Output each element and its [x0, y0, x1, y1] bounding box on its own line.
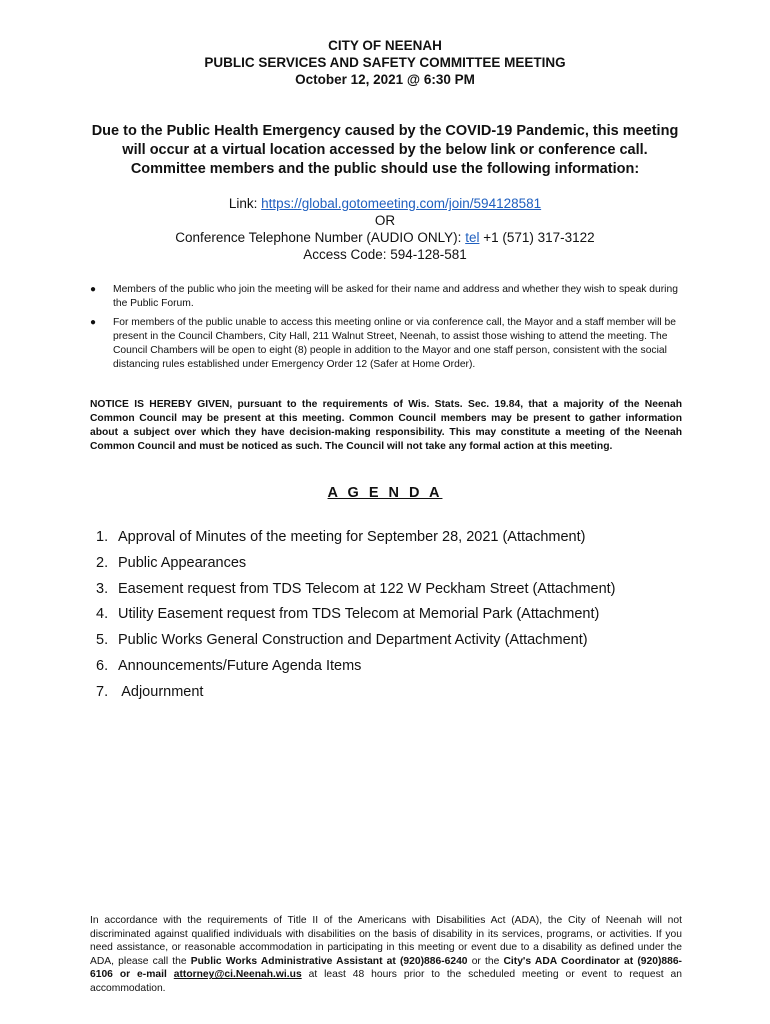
agenda-item: 3. Easement request from TDS Telecom at 122 W Peckham Street (Attachment) — [96, 580, 616, 597]
ada-notice: In accordance with the requirements of Title II of the Americans with Disabilities Act (ADA), the City of Neenah will not discriminated against qualified individuals with disabilities on the basis of disability in its services, programs, or activities. If you need assistance, or reasonable accommodation in participating in this meeting or event due to a disability as defined under the ADA, please call the Public Works Administrative Assistant at (920)886-6240 or the City's ADA Coordinator at (920)886-6106 or e-mail attorney@ci.Neenah.wi.us at least 48 hours prior to the scheduled meeting or event to request an accommodation. — [90, 915, 682, 994]
city-title: CITY OF NEENAH — [328, 38, 442, 53]
public-info-list — [90, 283, 684, 377]
bullet-icon: ● — [90, 284, 97, 295]
tel-link[interactable]: tel — [465, 230, 480, 245]
agenda-list — [96, 527, 716, 708]
emergency-notice: Due to the Public Health Emergency caused by the COVID-19 Pandemic, this meeting will occur at a virtual location accessed by the below link or conference call. Committee members and the public should use the following information: — [91, 123, 679, 177]
access-info — [0, 195, 770, 263]
or-label: OR — [374, 213, 396, 228]
agenda-item: 7. Adjournment — [96, 683, 204, 700]
agenda-item: 4. Utility Easement request from TDS Telecom at Memorial Park (Attachment) — [96, 606, 600, 623]
agenda-item: 6. Announcements/Future Agenda Items — [96, 657, 362, 674]
link-label: Link: — [228, 196, 258, 211]
phone-number: +1 (571) 317-3122 — [483, 230, 595, 245]
access-code: Access Code: 594-128-581 — [303, 247, 467, 262]
meeting-title: PUBLIC SERVICES AND SAFETY COMMITTEE MEETING — [204, 55, 566, 70]
agenda-item: 2. Public Appearances — [96, 554, 247, 571]
meeting-datetime: October 12, 2021 @ 6:30 PM — [295, 72, 475, 87]
legal-notice: NOTICE IS HEREBY GIVEN, pursuant to the requirements of Wis. Stats. Sec. 19.84, that a majority of the Neenah Common Council may be present at this meeting. Common Council members may be present to gather information about a subject over which they have decision-making responsibility. This may constitute a meeting of the Neenah Common Council and must be noticed as such. The Council will not take any formal action at this meeting. — [90, 399, 682, 452]
agenda-title: A G E N D A — [327, 485, 443, 501]
meeting-link[interactable]: https://global.gotomeeting.com/join/594128581 — [261, 196, 542, 211]
meeting-header — [0, 37, 770, 88]
agenda-item: 1. Approval of Minutes of the meeting for September 28, 2021 (Attachment) — [96, 529, 586, 545]
bullet-icon: ● — [90, 317, 97, 328]
list-item: ● Members of the public who join the meeting will be asked for their name and address and whether they wish to speak during the Public Forum. — [90, 284, 678, 309]
email-link[interactable]: attorney@ci.Neenah.wi.us — [173, 969, 302, 981]
agenda-item: 5. Public Works General Construction and Department Activity (Attachment) — [96, 632, 588, 649]
phone-label: Conference Telephone Number (AUDIO ONLY): — [175, 230, 462, 245]
list-item: ● For members of the public unable to access this meeting online or via conference call, the Mayor and a staff member will be present in the Council Chambers, City Hall, 211 Walnut Street, Neenah, to assist those wishing to attend the meeting. The Council Chambers will be open to eight (8) people in addition to the Mayor and one staff person, consistent with the social distancing rules established under Emergency Order 12 (Safer at Home Order). — [90, 317, 676, 370]
